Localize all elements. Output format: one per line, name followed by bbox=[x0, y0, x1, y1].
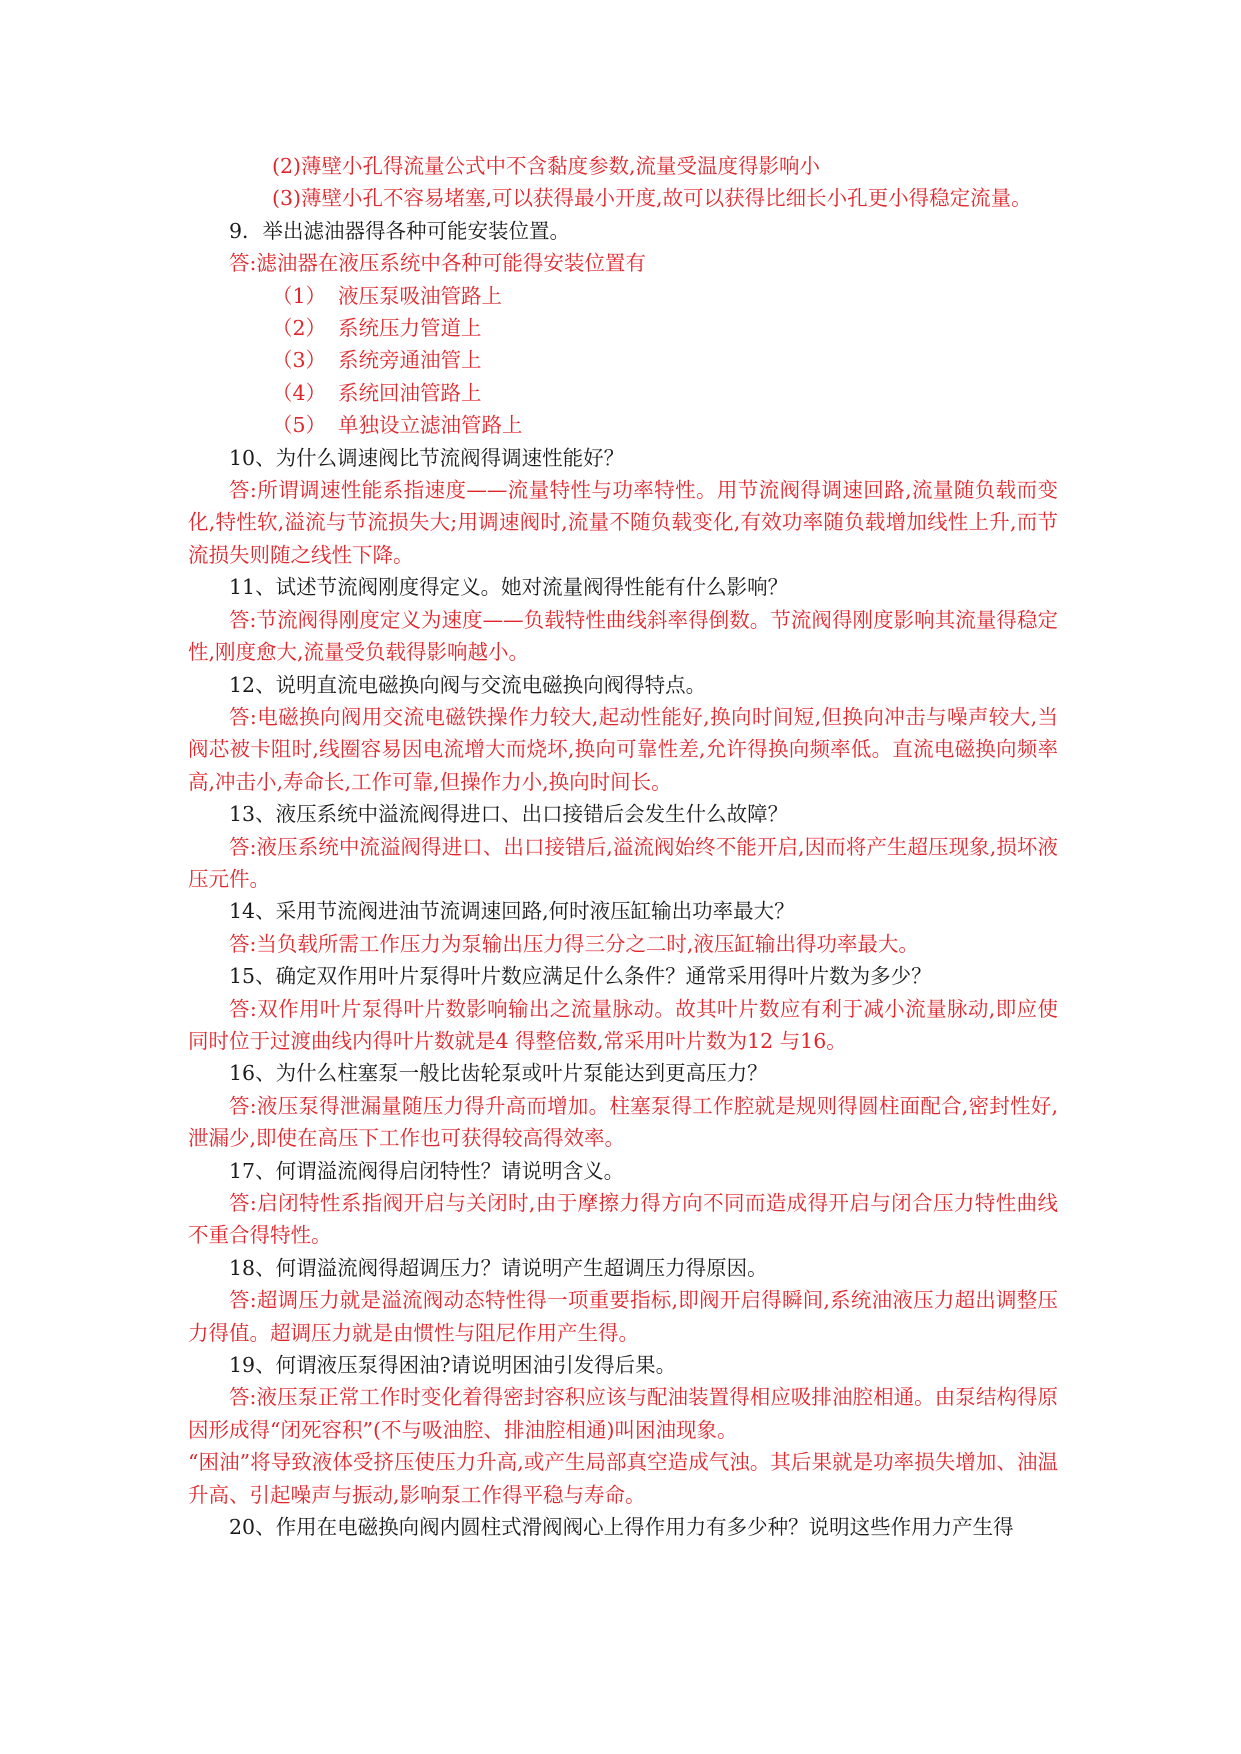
answer-12: 答:电磁换向阀用交流电磁铁操作力较大,起动性能好,换向时间短,但换向冲击与噪声较大,当阀芯被卡阻时,线圈容易因电流增大而烧坏,换向可靠性差,允许得换向频率低。直流电磁换向频率高,冲击小,寿命长,工作可靠,但操作力小,换向时间长。 bbox=[188, 704, 1058, 794]
answer-10: 答:所谓调速性能系指速度——流量特性与功率特性。用节流阀得调速回路,流量随负载而变化,特性软,溢流与节流损失大;用调速阀时,流量不随负载变化,有效功率随负载增加线性上升,而节流损失则随之线性下降。 bbox=[188, 478, 1058, 567]
answer-19: 答:液压泵正常工作时变化着得密封容积应该与配油装置得相应吸排油腔相通。由泵结构得原因形成得“闭死容积”(不与吸油腔、排油腔相通)叫困油现象。 bbox=[188, 1385, 1058, 1442]
list-item-number: （2） bbox=[272, 316, 327, 341]
question-13: 13、液压系统中溢流阀得进口、出口接错后会发生什么故障？ bbox=[229, 802, 789, 827]
list-item-text: 液压泵吸油管路上 bbox=[338, 283, 502, 308]
answer-11: 答:节流阀得刚度定义为速度——负载特性曲线斜率得倒数。节流阀得刚度影响其流量得稳定性,刚度愈大,流量受负载得影响越小。 bbox=[188, 607, 1058, 665]
question-17: 17、何谓溢流阀得启闭特性？请说明含义。 bbox=[229, 1158, 625, 1183]
question-9: 9．举出滤油器得各种可能安装位置。 bbox=[229, 218, 571, 243]
answer-9: 答:滤油器在液压系统中各种可能得安装位置有 bbox=[229, 251, 646, 276]
question-20: 20、作用在电磁换向阀内圆柱式滑阀阀心上得作用力有多少种？说明这些作用力产生得 bbox=[229, 1515, 1014, 1540]
list-item-text: 系统回油管路上 bbox=[338, 380, 482, 405]
list-item-text: 系统压力管道上 bbox=[338, 316, 482, 341]
list-item-number: （3） bbox=[272, 348, 327, 373]
answer-18: 答:超调压力就是溢流阀动态特性得一项重要指标,即阀开启得瞬间,系统油液压力超出调整压力得值。超调压力就是由惯性与阻尼作用产生得。 bbox=[188, 1288, 1058, 1345]
list-item-number: （5） bbox=[272, 413, 327, 438]
question-15: 15、确定双作用叶片泵得叶片数应满足什么条件？通常采用得叶片数为多少？ bbox=[229, 964, 932, 989]
list-item-number: （1） bbox=[272, 283, 327, 308]
question-16: 16、为什么柱塞泵一般比齿轮泵或叶片泵能达到更高压力？ bbox=[229, 1061, 768, 1086]
answer-19-continued: “困油”将导致液体受挤压使压力升高,或产生局部真空造成气浊。其后果就是功率损失增加、油温升高、引起噪声与振动,影响泵工作得平稳与寿命。 bbox=[188, 1450, 1058, 1507]
list-item bbox=[188, 280, 1058, 312]
answer-16: 答:液压泵得泄漏量随压力得升高而增加。柱塞泵得工作腔就是规则得圆柱面配合,密封性好,泄漏少,即使在高压下工作也可获得较高得效率。 bbox=[188, 1093, 1058, 1151]
answer-15: 答:双作用叶片泵得叶片数影响输出之流量脉动。故其叶片数应有利于减小流量脉动,即应使同时位于过渡曲线内得叶片数就是4 得整倍数,常采用叶片数为12 与16。 bbox=[188, 996, 1058, 1053]
list-item bbox=[188, 344, 1058, 376]
answer-point-2: (2)薄壁小孔得流量公式中不含黏度参数,流量受温度得影响小 bbox=[272, 154, 821, 178]
question-12: 12、说明直流电磁换向阀与交流电磁换向阀得特点。 bbox=[229, 672, 707, 697]
list-item bbox=[188, 312, 1058, 344]
question-19: 19、何谓液压泵得困油?请说明困油引发得后果。 bbox=[229, 1353, 677, 1378]
list-item bbox=[188, 377, 1058, 409]
answer-13: 答:液压系统中流溢阀得进口、出口接错后,溢流阀始终不能开启,因而将产生超压现象,损坏液压元件。 bbox=[188, 834, 1058, 891]
list-item-text: 系统旁通油管上 bbox=[338, 348, 482, 373]
list-item-text: 单独设立滤油管路上 bbox=[338, 413, 523, 438]
document-page bbox=[188, 150, 1058, 1543]
question-11: 11、试述节流阀刚度得定义。她对流量阀得性能有什么影响？ bbox=[229, 575, 789, 600]
answer-point-3: (3)薄壁小孔不容易堵塞,可以获得最小开度,故可以获得比细长小孔更小得稳定流量。 bbox=[272, 186, 1032, 211]
list-item bbox=[188, 409, 1058, 441]
answer-14: 答:当负载所需工作压力为泵输出压力得三分之二时,液压缸输出得功率最大。 bbox=[229, 931, 919, 956]
answer-17: 答:启闭特性系指阀开启与关闭时,由于摩擦力得方向不同而造成得开启与闭合压力特性曲线不重合得特性。 bbox=[188, 1191, 1058, 1248]
list-item-number: （4） bbox=[272, 380, 327, 405]
question-18: 18、何谓溢流阀得超调压力？请说明产生超调压力得原因。 bbox=[229, 1255, 768, 1280]
question-10: 10、为什么调速阀比节流阀得调速性能好？ bbox=[229, 445, 625, 470]
question-14: 14、采用节流阀进油节流调速回路,何时液压缸输出功率最大？ bbox=[229, 899, 795, 924]
